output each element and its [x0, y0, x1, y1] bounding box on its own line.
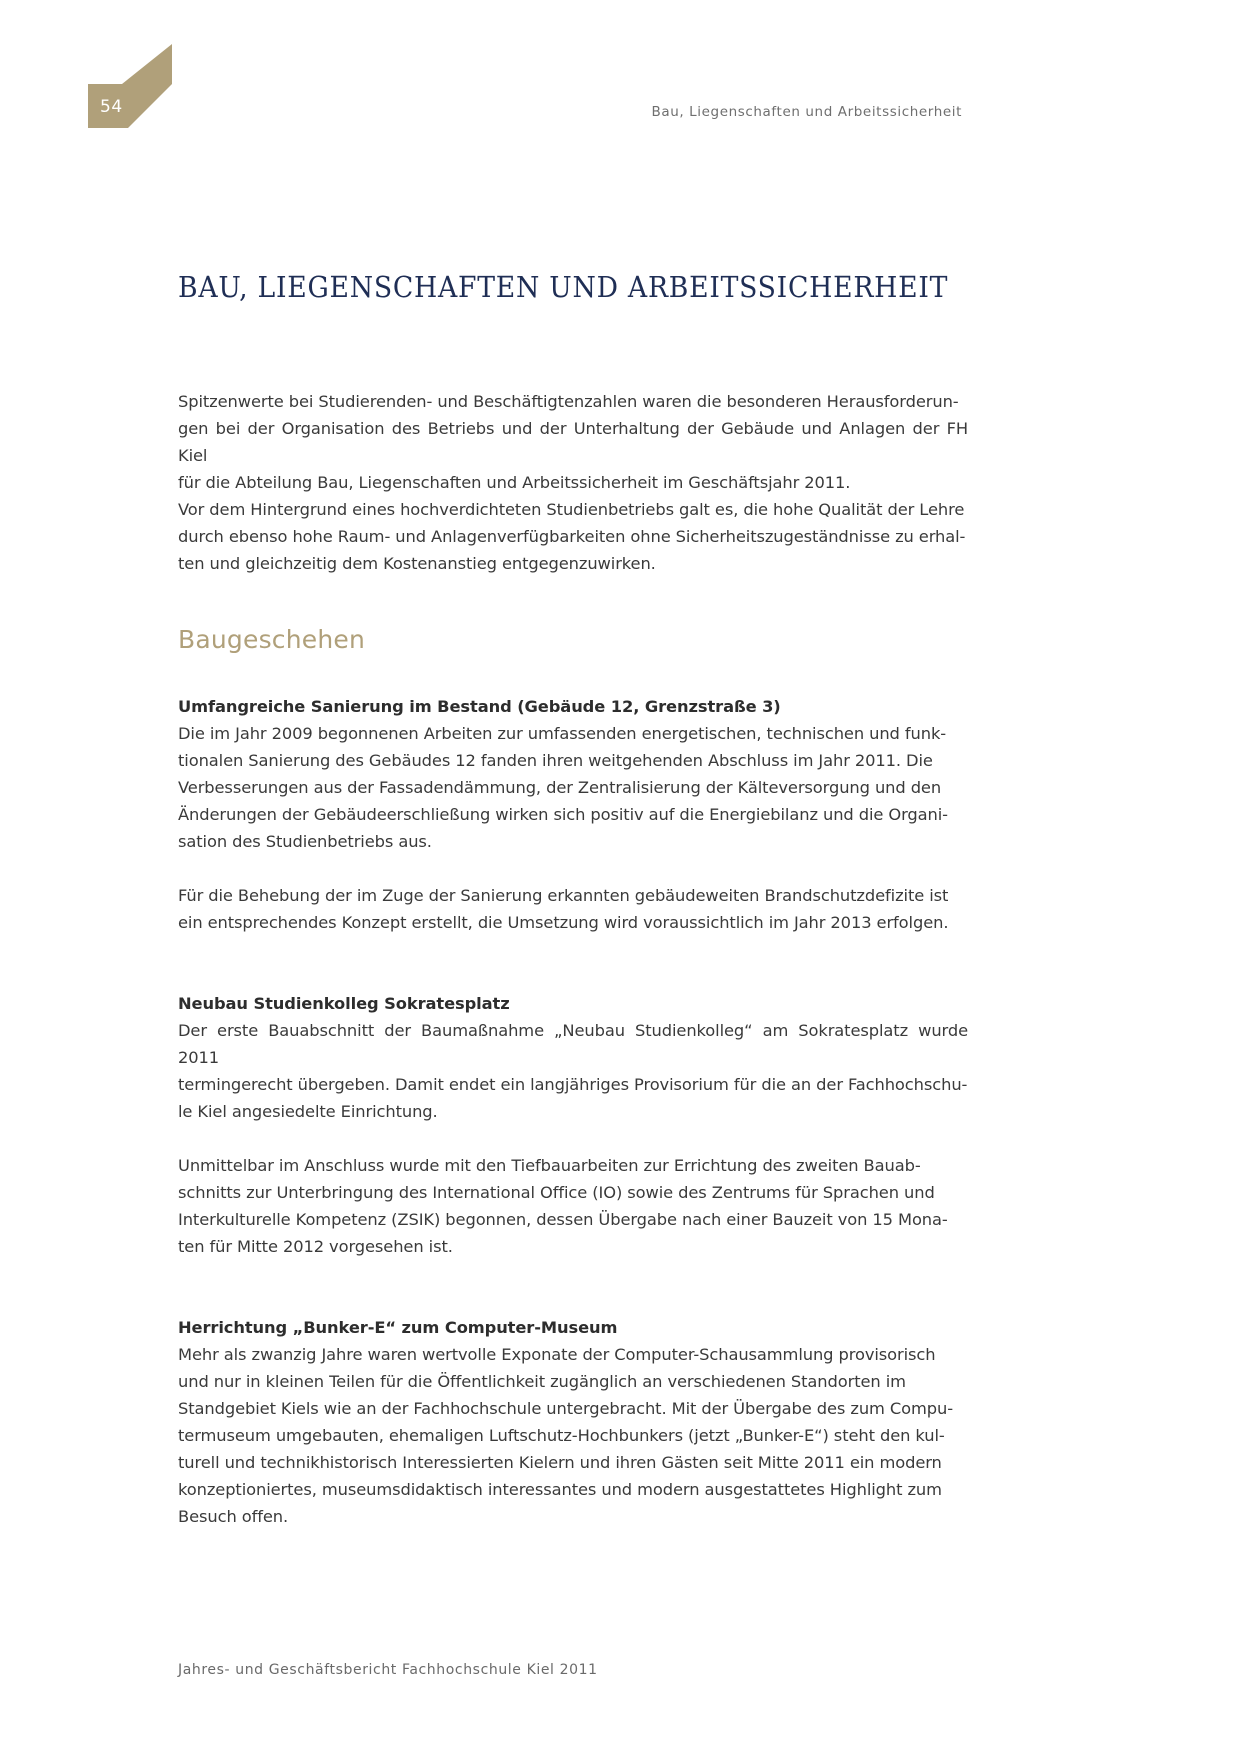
- main-content: [178, 388, 968, 1530]
- page-footer: Jahres- und Geschäftsbericht Fachhochschule Kiel 2011: [178, 1662, 598, 1678]
- body-paragraph: Der erste Bauabschnitt der Baumaßnahme „Neubau Studienkolleg“ am Sokratesplatz wurde 2011 termingerecht übergeben. Damit endet ein langjähriges Provisorium für die an der Fachhochschu- le Kiel angesiedelte Einrichtung.: [178, 1021, 968, 1121]
- body-paragraph: Mehr als zwanzig Jahre waren wertvolle Exponate der Computer-Schausammlung provisorisch und nur in kleinen Teilen für die Öffentlichkeit zugänglich an verschiedenen Standorten im Standgebiet Kiels wie an der Fachhochschule untergebracht. Mit der Übergabe des zum Compu- termuseum umgebauten, ehemaligen Luftschutz-Hochbunkers (jetzt „Bunker-E“) steht den kul- turell und technikhistorisch Interessierten Kielern und ihren Gästen seit Mitte 2011 ein modern konzeptioniertes, museumsdidaktisch interessantes und modern ausgestattetes Highlight zum Besuch offen.: [178, 1345, 954, 1526]
- subsection-computer-museum: [178, 1314, 968, 1530]
- subsection-studienkolleg: [178, 990, 968, 1260]
- running-header: Bau, Liegenschaften und Arbeitssicherheit: [651, 104, 962, 120]
- page-number: 54: [100, 97, 123, 117]
- body-paragraph: Unmittelbar im Anschluss wurde mit den Tiefbauarbeiten zur Errichtung des zweiten Bauab- schnitts zur Unterbringung des International Office (IO) sowie des Zentrums für Sprachen und Interkulturelle Kompetenz (ZSIK) begonnen, dessen Übergabe nach einer Bauzeit von 15 Mona- ten für Mitte 2012 vorgesehen ist.: [178, 1156, 948, 1256]
- subsection-heading: Herrichtung „Bunker-E“ zum Computer-Museum: [178, 1318, 618, 1337]
- intro-paragraph: Spitzenwerte bei Studierenden- und Beschäftigtenzahlen waren die besonderen Herausforderun- gen bei der Organisation des Betriebs und der Unterhaltung der Gebäude und Anlagen der FH Kiel für die Abteilung Bau, Liegenschaften und Arbeitssicherheit im Geschäftsjahr 2011. Vor dem Hintergrund eines hochverdichteten Studienbetriebs galt es, die hohe Qualität der Lehre durch ebenso hohe Raum- und Anlagenverfügbarkeiten ohne Sicherheitszugeständnisse zu erhal- ten und gleichzeitig dem Kostenanstieg entgegenzuwirken.: [178, 392, 968, 573]
- body-paragraph: Die im Jahr 2009 begonnenen Arbeiten zur umfassenden energetischen, technischen und funk- tionalen Sanierung des Gebäudes 12 fanden ihren weitgehenden Abschluss im Jahr 2011. Die Verbesserungen aus der Fassadendämmung, der Zentralisierung der Kälteversorgung und den Änderungen der Gebäudeerschließung wirken sich positiv auf die Energiebilanz und die Organi- sation des Studienbetriebs aus.: [178, 724, 948, 851]
- subsection-heading: Umfangreiche Sanierung im Bestand (Gebäude 12, Grenzstraße 3): [178, 697, 781, 716]
- page-title: BAU, LIEGENSCHAFTEN UND ARBEITSSICHERHEIT: [178, 270, 949, 304]
- subsection-sanierung: [178, 693, 968, 936]
- subsection-heading: Neubau Studienkolleg Sokratesplatz: [178, 994, 510, 1013]
- body-paragraph: Für die Behebung der im Zuge der Sanierung erkannten gebäudeweiten Brandschutzdefizite ist ein entsprechendes Konzept erstellt, die Umsetzung wird voraussichtlich im Jahr 2013 erfolgen.: [178, 886, 949, 932]
- section-heading-baugeschehen: Baugeschehen: [178, 625, 366, 654]
